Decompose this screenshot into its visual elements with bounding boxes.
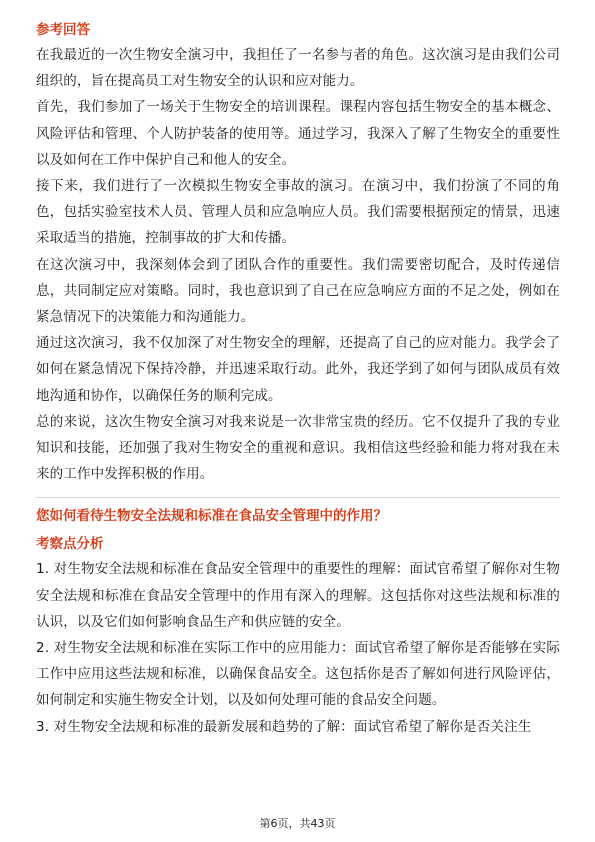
answer-paragraph-5: 通过这次演习，我不仅加深了对生物安全的理解，还提高了自己的应对能力。我学会了如何在紧急情况下保持冷静，并迅速采取行动。此外，我还学到了如何与团队成员有效地沟通和协作，以确保任务的顺利完成。 [36, 335, 560, 404]
answer-paragraph-6: 总的来说，这次生物安全演习对我来说是一次非常宝贵的经历。它不仅提升了我的专业知识和技能，还加强了我对生物安全的重视和意识。我相信这些经验和能力将对我在未来的工作中发挥积极的作用。 [36, 413, 560, 483]
analysis-point-2: 2. 对生物安全法规和标准在实际工作中的应用能力：面试官希望了解你是否能够在实际工作中应用这些法规和标准，以确保食品安全。这包括你是否了解如何进行风险评估，如何制定和实施生物安全计划，以及如何处理可能的食品安全问题。 [36, 640, 560, 709]
analysis-point-3: 3. 对生物安全法规和标准的最新发展和趋势的了解：面试官希望了解你是否关注生 [36, 718, 532, 735]
section-divider [36, 497, 560, 498]
document-page [36, 18, 560, 740]
answer-paragraph-3: 接下来，我们进行了一次模拟生物安全事故的演习。在演习中，我们扮演了不同的角色，包括实验室技术人员、管理人员和应急响应人员。我们需要根据预定的情景，迅速采取适当的措施，控制事故的扩大和传播。 [36, 178, 560, 247]
analysis-heading: 考察点分析 [36, 536, 104, 553]
answer-paragraph-1: 在我最近的一次生物安全演习中，我担任了一名参与者的角色。这次演习是由我们公司组织的，旨在提高员工对生物安全的认识和应对能力。 [36, 47, 560, 90]
page-number: 第6页，共43页 [259, 817, 336, 830]
analysis-point-1: 1. 对生物安全法规和标准在食品安全管理中的重要性的理解：面试官希望了解你对生物安全法规和标准在食品安全管理中的作用有深入的理解。这包括你对这些法规和标准的认识，以及它们如何影响食品生产和供应链的安全。 [36, 561, 560, 630]
answer-paragraph-2: 首先，我们参加了一场关于生物安全的培训课程。课程内容包括生物安全的基本概念、风险评估和管理、个人防护装备的使用等。通过学习，我深入了解了生物安全的重要性以及如何在工作中保护自己和他人的安全。 [36, 99, 560, 168]
reference-answer-heading: 参考回答 [36, 22, 90, 38]
question-title: 您如何看待生物安全法规和标准在食品安全管理中的作用？ [36, 508, 387, 525]
answer-paragraph-4: 在这次演习中，我深刻体会到了团队合作的重要性。我们需要密切配合，及时传递信息，共同制定应对策略。同时，我也意识到了自己在应急响应方面的不足之处，例如在紧急情况下的决策能力和沟通能力。 [36, 256, 560, 326]
